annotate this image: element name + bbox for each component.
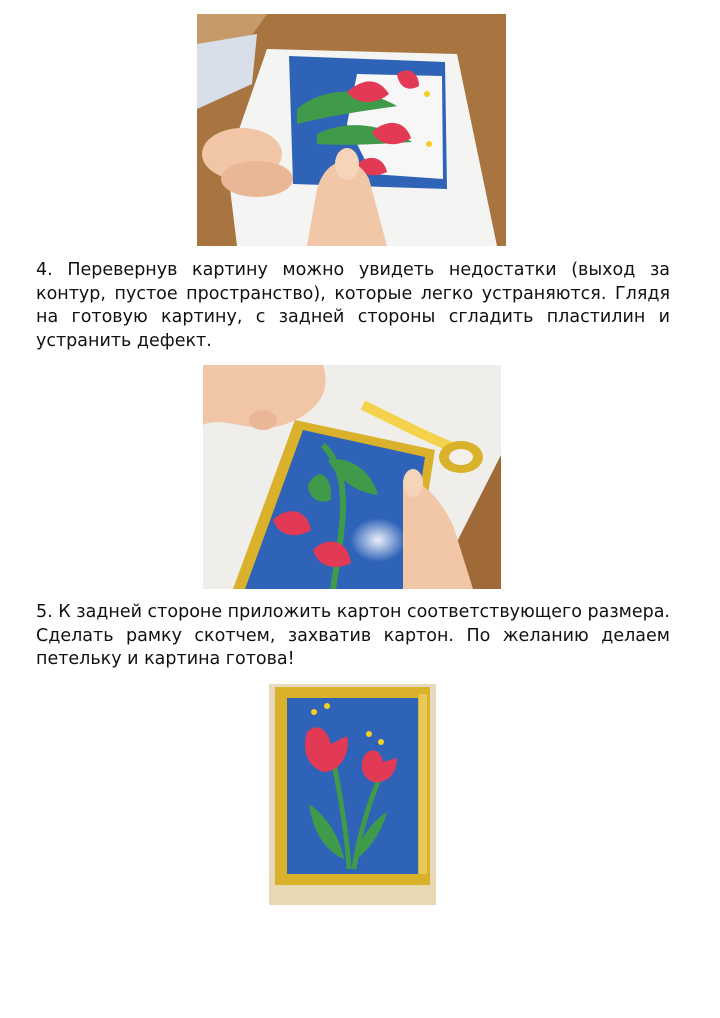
photo-finished-picture: [269, 684, 436, 905]
photo-smoothing-plasticine: [197, 14, 506, 246]
step-4-paragraph: 4. Перевернув картину можно увидеть недостатки (выход за контур, пустое пространство), которые легко устраняются. Глядя на готовую картину, с задней стороны сгладить пластилин и устранить дефект.: [36, 260, 670, 351]
photo-taping-frame: [203, 365, 501, 589]
step-5-paragraph: 5. К задней стороне приложить картон соответствующего размера. Сделать рамку скотчем, захватив картон. По желанию делаем петельку и картина готова!: [36, 602, 670, 669]
